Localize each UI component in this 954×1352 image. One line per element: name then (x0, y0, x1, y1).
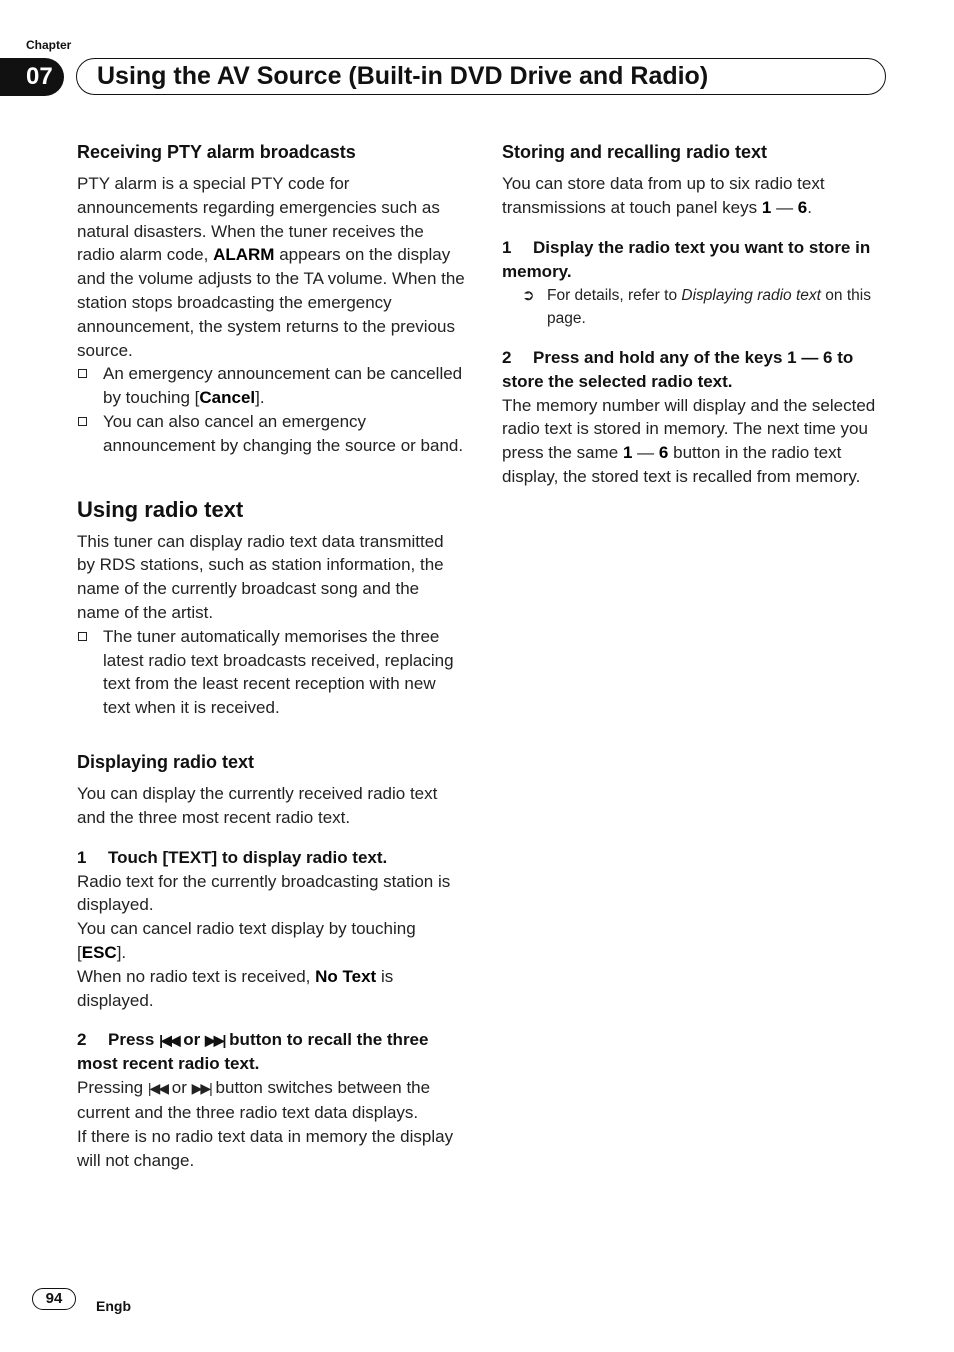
language-code: Engb (96, 1298, 131, 1314)
note-box-icon (78, 632, 87, 641)
display-step1-text1: Radio text for the currently broadcasting station is displayed. (77, 871, 451, 915)
chapter-title: Using the AV Source (Built-in DVD Drive and Radio) (97, 62, 709, 90)
right-column (502, 140, 887, 489)
display-heading: Displaying radio text (77, 751, 255, 772)
chapter-label: Chapter (26, 38, 72, 52)
storing-step-1: 1 Display the radio text you want to store in memory. (502, 237, 871, 281)
storing-reference: ➲ For details, refer to Displaying radio text on this page. (502, 284, 887, 330)
note-box-icon (78, 369, 87, 378)
radio-text-heading: Using radio text (77, 496, 244, 522)
prev-track-icon: |◀◀ (159, 1032, 179, 1049)
no-text-label: No Text (315, 966, 377, 986)
pty-heading: Receiving PTY alarm broadcasts (77, 142, 356, 162)
next-track-icon: ▶▶| (204, 1032, 225, 1049)
esc-key: ESC (81, 942, 117, 962)
pty-note-source: You can also cancel an emergency announcement by changing the source or band. (77, 410, 465, 458)
chapter-title-box (76, 58, 886, 95)
pty-paragraph: PTY alarm is a special PTY code for announcements regarding emergencies such as natural disasters. When the tuner receives the radio alarm code, ALARM appears on the display and the volume adjusts to the TA volume. When the station stops broadcasting the emergency announcement, the system returns to the previous source. (77, 174, 465, 360)
left-column (77, 140, 465, 1173)
next-track-icon: ▶▶| (191, 1080, 211, 1097)
chapter-number: 07 (0, 58, 64, 96)
display-paragraph: You can display the currently received radio text and the three most recent radio text. (77, 783, 438, 827)
display-step-2: 2 Press |◀◀ or ▶▶| button to recall the three most recent radio text. (77, 1030, 429, 1074)
display-step2-text1: Pressing |◀◀ or ▶▶| button switches between the current and the three radio text data displays. (77, 1078, 431, 1123)
pty-note-cancel: An emergency announcement can be cancelled by touching [Cancel]. (77, 362, 465, 410)
reference-arrow-icon: ➲ (522, 286, 535, 304)
storing-step-2: 2 Press and hold any of the keys 1 — 6 to store the selected radio text. (502, 347, 854, 391)
display-step1-text2: You can cancel radio text display by touching [ESC]. (77, 919, 416, 962)
alarm-code: ALARM (213, 245, 275, 265)
radio-text-paragraph: This tuner can display radio text data transmitted by RDS stations, such as station information, the name of the currently broadcast song and the name of the artist. (77, 531, 444, 622)
storing-heading: Storing and recalling radio text (502, 142, 768, 162)
note-box-icon (78, 417, 87, 426)
prev-track-icon: |◀◀ (147, 1080, 168, 1097)
reference-link: Displaying radio text (681, 286, 821, 304)
storing-paragraph: You can store data from up to six radio text transmissions at touch panel keys 1 — 6. (502, 174, 825, 217)
cancel-key: Cancel (199, 388, 256, 408)
display-step-1: 1 Touch [TEXT] to display radio text. (77, 847, 388, 867)
display-step1-text3: When no radio text is received, No Text is displayed. (77, 966, 394, 1010)
storing-step2-text: The memory number will display and the selected radio text is stored in memory. The next time you press the same 1 — 6 button in the radio text display, the stored text is recalled from memory. (502, 395, 876, 486)
radio-text-note: The tuner automatically memorises the three latest radio text broadcasts received, replacing text from the least recent reception with new text when it is received. (77, 625, 465, 720)
display-step2-text2: If there is no radio text data in memory the display will not change. (77, 1126, 454, 1170)
page-number: 94 (32, 1288, 76, 1310)
